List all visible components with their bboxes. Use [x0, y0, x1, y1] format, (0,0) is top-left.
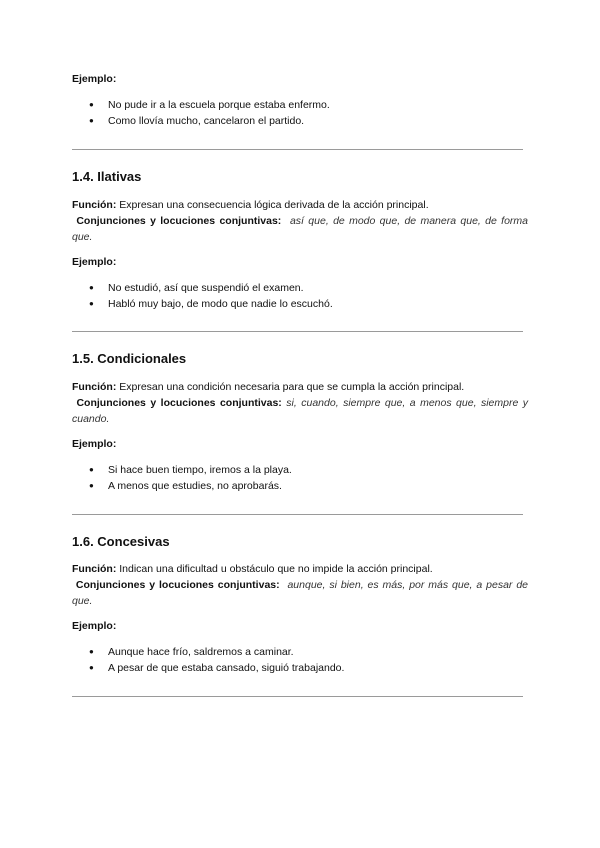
list-item: ● Aunque hace frío, saldremos a caminar. [89, 646, 294, 658]
list-item: ● A menos que estudies, no aprobarás. [89, 480, 282, 492]
bullet-icon: ● [89, 663, 94, 672]
function-label: Función: [72, 563, 117, 575]
divider [72, 331, 523, 332]
example-list [72, 97, 528, 129]
bullet-icon: ● [89, 481, 94, 490]
section-title: 1.6. Concesivas [72, 534, 170, 549]
list-item: ● Como llovía mucho, cancelaron el partido. [89, 115, 305, 127]
conjunctions-text: aunque, si bien, es más, por más que, a pesar de que. [72, 579, 529, 607]
example-label: Ejemplo: [72, 256, 117, 268]
list-item: ● No pude ir a la escuela porque estaba enfermo. [89, 99, 330, 111]
divider [72, 696, 523, 697]
list-item: ● A pesar de que estaba cansado, siguió trabajando. [89, 662, 345, 674]
bullet-icon: ● [89, 283, 94, 292]
list-item: ● No estudió, así que suspendió el examen. [89, 282, 304, 294]
bullet-icon: ● [89, 116, 94, 125]
conjunctions-label: Conjunciones y locuciones conjuntivas: [76, 397, 282, 409]
conjunctions-text: así que, de modo que, de manera que, de forma que. [72, 215, 529, 243]
bullet-icon: ● [89, 647, 94, 656]
example-list [72, 462, 528, 494]
example-label: Ejemplo: [72, 73, 117, 85]
example-list [72, 644, 528, 676]
divider [72, 514, 523, 515]
conjunctions-label: Conjunciones y locuciones conjuntivas: [75, 579, 280, 591]
section-description [72, 379, 528, 427]
function-text: Expresan una consecuencia lógica derivada de la acción principal. [116, 199, 429, 211]
example-list [72, 280, 528, 312]
function-label: Función: [72, 381, 117, 393]
conjunctions-text: si, cuando, siempre que, a menos que, siempre y cuando. [72, 397, 529, 425]
function-label: Función: [72, 199, 117, 211]
section-description [72, 197, 528, 245]
example-label: Ejemplo: [72, 620, 117, 632]
section-description [72, 561, 528, 609]
bullet-icon: ● [89, 299, 94, 308]
bullet-icon: ● [89, 100, 94, 109]
list-item: ● Si hace buen tiempo, iremos a la playa. [89, 464, 292, 476]
section-title: 1.4. Ilativas [72, 169, 142, 184]
divider [72, 149, 523, 150]
bullet-icon: ● [89, 465, 94, 474]
function-text: Indican una dificultad u obstáculo que no impide la acción principal. [116, 563, 433, 575]
function-text: Expresan una condición necesaria para que se cumpla la acción principal. [116, 381, 465, 393]
example-label: Ejemplo: [72, 438, 117, 450]
section-title: 1.5. Condicionales [72, 351, 187, 366]
conjunctions-label: Conjunciones y locuciones conjuntivas: [76, 215, 282, 227]
list-item: ● Habló muy bajo, de modo que nadie lo escuchó. [89, 298, 333, 310]
